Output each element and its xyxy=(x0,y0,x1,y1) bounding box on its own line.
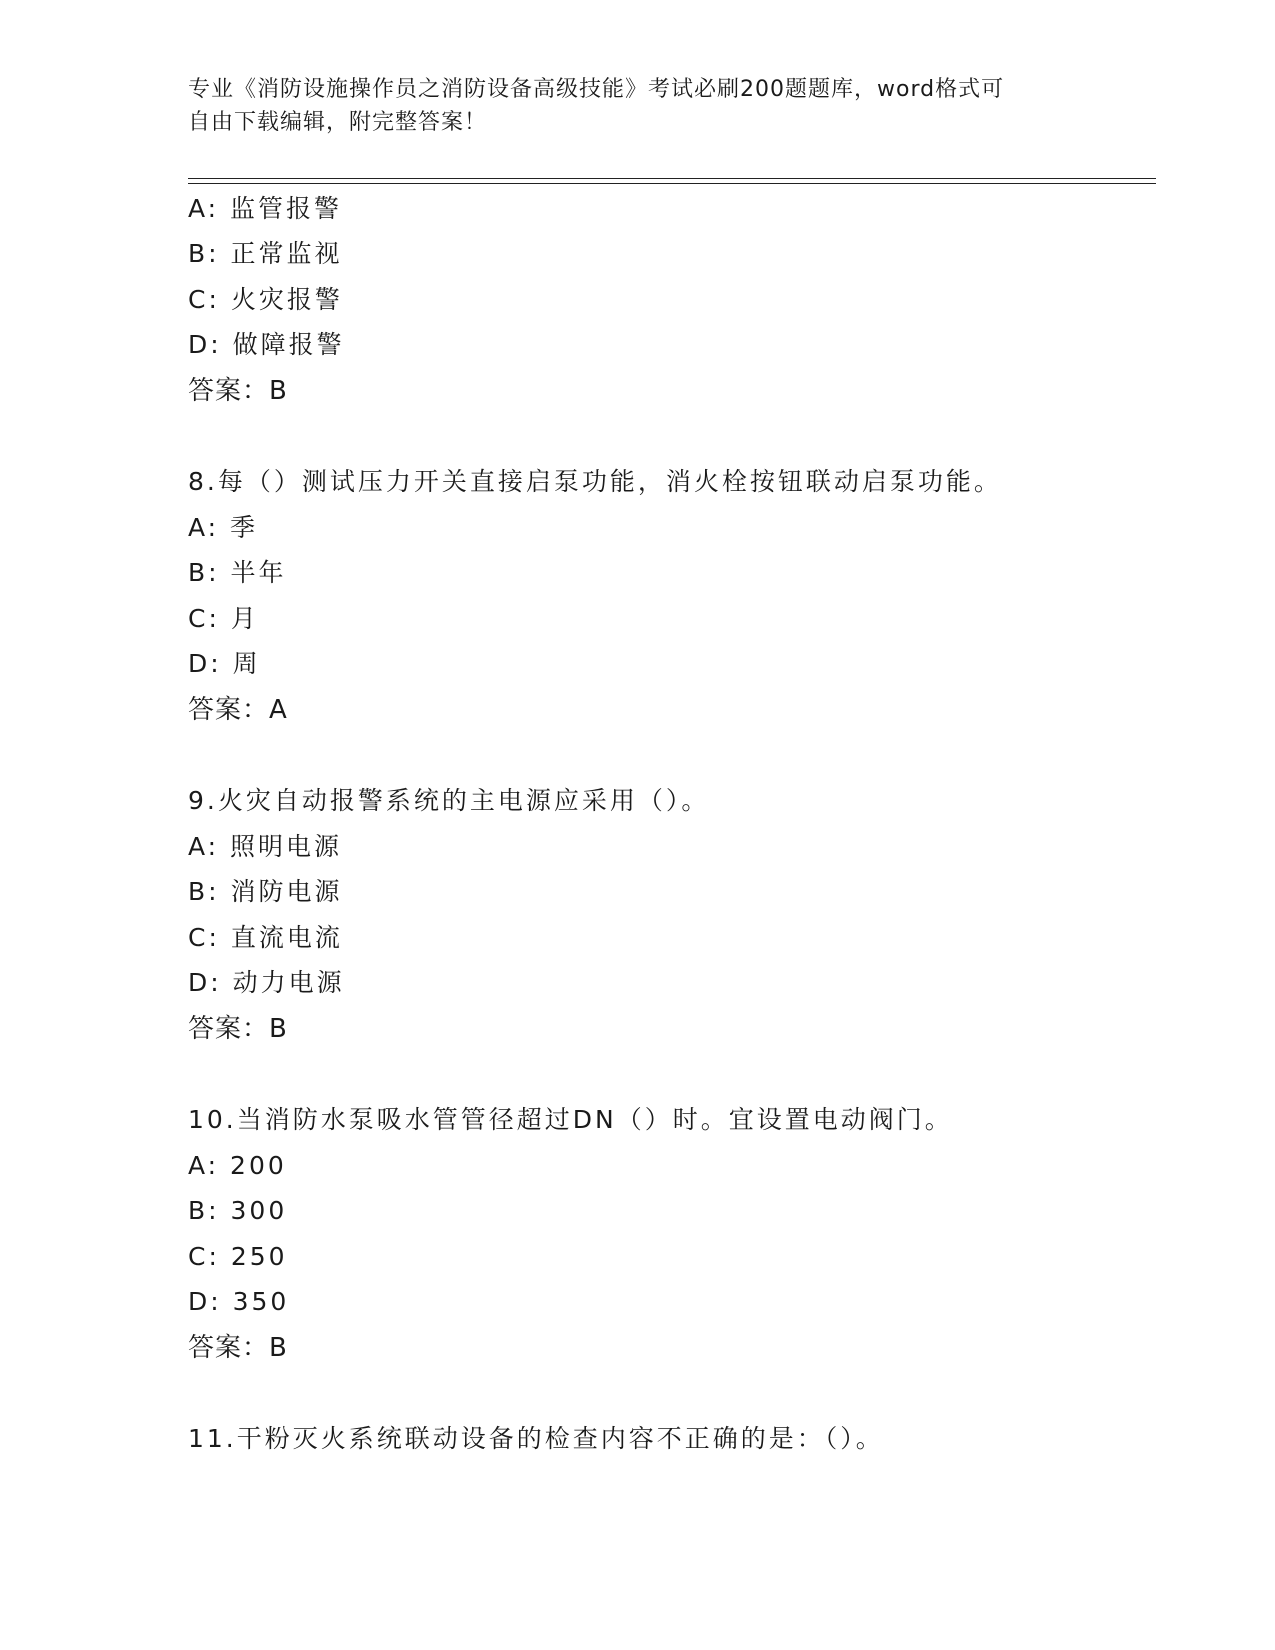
q11-question: 11.干粉灭火系统联动设备的检查内容不正确的是：（）。 xyxy=(188,1424,884,1453)
q8-option-a: A: 季 xyxy=(188,513,259,542)
q9-option-b: B: 消防电源 xyxy=(188,877,343,906)
document-header xyxy=(188,73,1078,139)
header-line-2: 自由下载编辑，附完整答案！ xyxy=(188,110,488,135)
q9-option-a: A: 照明电源 xyxy=(188,832,343,861)
q9-option-d: D: 动力电源 xyxy=(188,968,345,997)
q10-option-c: C: 250 xyxy=(188,1242,288,1271)
q7-option-b: B: 正常监视 xyxy=(188,239,343,268)
q10-option-a: A: 200 xyxy=(188,1151,287,1180)
q7-answer: 答案：B xyxy=(188,376,288,406)
q8-answer: 答案：A xyxy=(188,695,288,725)
header-divider-top xyxy=(188,178,1156,179)
q8-question: 8.每（）测试压力开关直接启泵功能，消火栓按钮联动启泵功能。 xyxy=(188,467,1002,496)
q9-answer: 答案：B xyxy=(188,1014,288,1044)
q9-option-c: C: 直流电流 xyxy=(188,923,343,952)
q10-answer: 答案：B xyxy=(188,1333,288,1363)
q10-option-b: B: 300 xyxy=(188,1196,288,1225)
header-divider-bottom xyxy=(188,183,1156,184)
q7-option-c: C: 火灾报警 xyxy=(188,285,343,314)
q8-option-d: D: 周 xyxy=(188,649,261,678)
q10-option-d: D: 350 xyxy=(188,1287,290,1316)
q9-question: 9.火灾自动报警系统的主电源应采用（）。 xyxy=(188,786,710,815)
q10-question: 10.当消防水泵吸水管管径超过DN（）时。宜设置电动阀门。 xyxy=(188,1105,953,1134)
q8-option-b: B: 半年 xyxy=(188,558,287,587)
header-line-1: 专业《消防设施操作员之消防设备高级技能》考试必刷200题题库，word格式可 xyxy=(188,77,1005,102)
q7-option-a: A: 监管报警 xyxy=(188,194,343,223)
q8-option-c: C: 月 xyxy=(188,604,259,633)
q7-option-d: D: 做障报警 xyxy=(188,330,345,359)
